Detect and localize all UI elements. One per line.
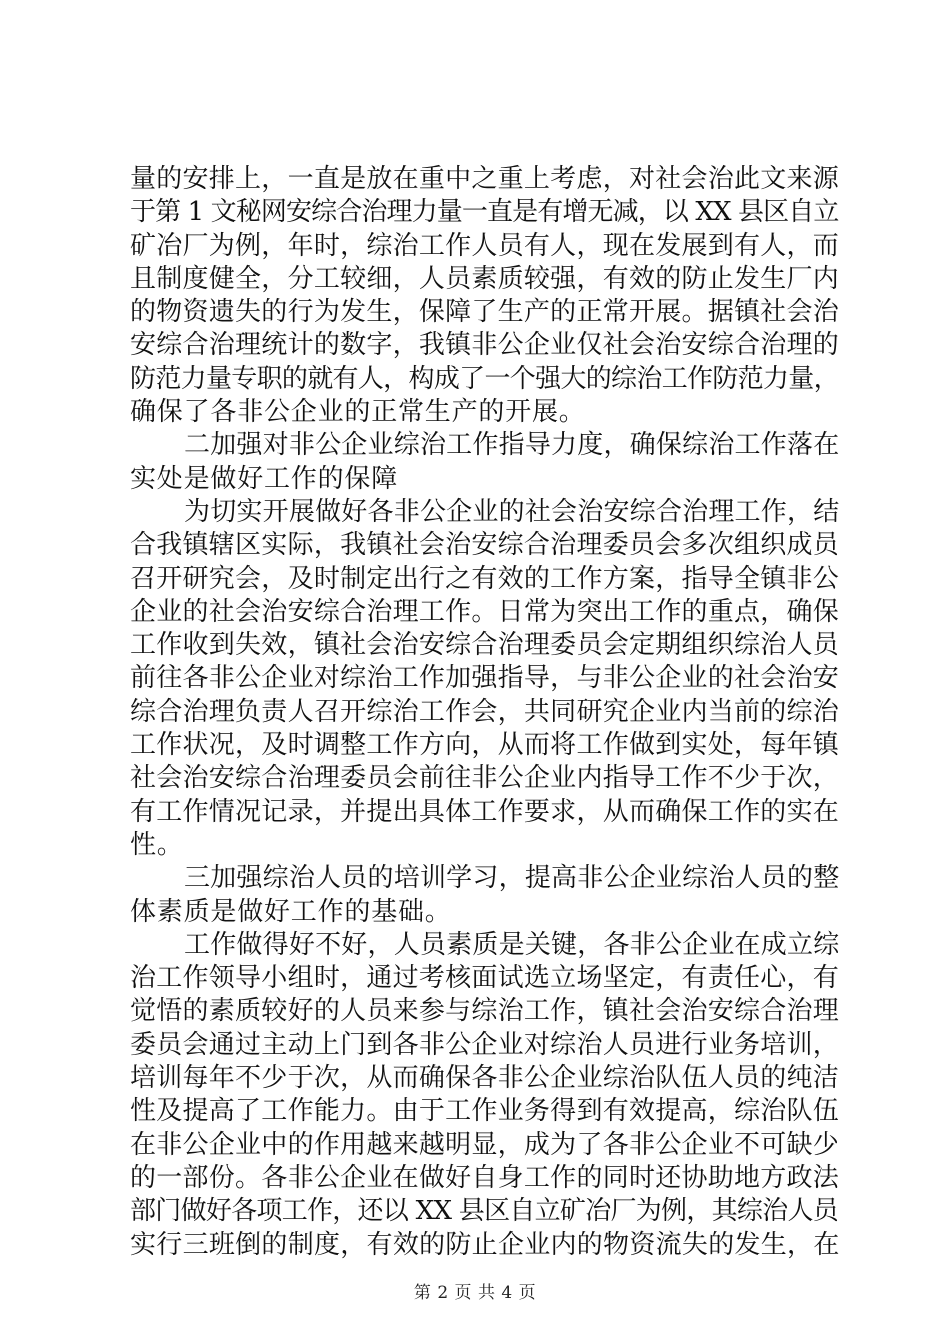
text-line: 部门做好各项工作，还以 XX 县区自立矿冶厂为例，其综治人员 xyxy=(130,1196,839,1227)
text-line: 有工作情况记录，并提出具体工作要求，从而确保工作的实在 xyxy=(130,796,840,827)
text-line: 治工作领导小组时，通过考核面试选立场坚定，有责任心，有 xyxy=(130,963,840,994)
text-line: 且制度健全，分工较细，人员素质较强，有效的防止发生厂内 xyxy=(130,263,840,294)
text-line: 觉悟的素质较好的人员来参与综治工作，镇社会治安综合治理 xyxy=(130,996,840,1027)
text-line: 实行三班倒的制度，有效的防止企业内的物资流失的发生，在 xyxy=(130,1229,840,1260)
text-line: 为切实开展做好各非公企业的社会治安综合治理工作，结 xyxy=(184,496,840,527)
text-line: 性及提高了工作能力。由于工作业务得到有效提高，综治队伍 xyxy=(130,1096,840,1127)
text-line: 矿冶厂为例，年时，综治工作人员有人，现在发展到有人，而 xyxy=(130,230,840,261)
text-line: 性。 xyxy=(130,829,184,860)
text-line: 综合治理负责人召开综治工作会，共同研究企业内当前的综治 xyxy=(130,696,840,727)
text-line: 在非公企业中的作用越来越明显，成为了各非公企业不可缺少 xyxy=(130,1129,840,1160)
text-line: 工作状况，及时调整工作方向，从而将工作做到实处，每年镇 xyxy=(130,730,840,761)
text-line: 委员会通过主动上门到各非公企业对综治人员进行业务培训， xyxy=(130,1029,840,1060)
text-line: 企业的社会治安综合治理工作。日常为突出工作的重点，确保 xyxy=(130,596,840,627)
text-line: 于第 1 文秘网安综合治理力量一直是有增无减，以 XX 县区自立 xyxy=(130,197,839,228)
text-line: 前往各非公企业对综治工作加强指导，与非公企业的社会治安 xyxy=(130,663,840,694)
text-line: 实处是做好工作的保障 xyxy=(130,463,399,494)
text-line: 工作收到失效，镇社会治安综合治理委员会定期组织综治人员 xyxy=(130,630,840,661)
text-line: 合我镇辖区实际，我镇社会治安综合治理委员会多次组织成员 xyxy=(130,530,840,561)
text-line: 的一部份。各非公企业在做好自身工作的同时还协助地方政法 xyxy=(130,1162,840,1193)
text-line: 体素质是做好工作的基础。 xyxy=(130,896,452,927)
text-line: 召开研究会，及时制定出行之有效的工作方案，指导全镇非公 xyxy=(130,563,840,594)
document-body xyxy=(130,163,840,1262)
text-line: 社会治安综合治理委员会前往非公企业内指导工作不少于次， xyxy=(130,763,840,794)
text-line: 工作做得好不好，人员素质是关键，各非公企业在成立综 xyxy=(184,929,840,960)
page-footer: 第 2 页 共 4 页 xyxy=(413,1283,537,1303)
text-line: 安综合治理统计的数字，我镇非公企业仅社会治安综合治理的 xyxy=(130,330,840,361)
text-line: 培训每年不少于次，从而确保各非公企业综治队伍人员的纯洁 xyxy=(130,1063,840,1094)
text-line: 三加强综治人员的培训学习，提高非公企业综治人员的整 xyxy=(184,863,840,894)
text-line: 量的安排上，一直是放在重中之重上考虑，对社会治此文来源 xyxy=(130,164,840,194)
text-line: 二加强对非公企业综治工作指导力度，确保综治工作落在 xyxy=(184,430,840,461)
text-line: 的物资遗失的行为发生，保障了生产的正常开展。据镇社会治 xyxy=(130,297,840,328)
text-line: 防范力量专职的就有人，构成了一个强大的综治工作防范力量， xyxy=(130,363,839,394)
text-line: 确保了各非公企业的正常生产的开展。 xyxy=(130,397,586,428)
